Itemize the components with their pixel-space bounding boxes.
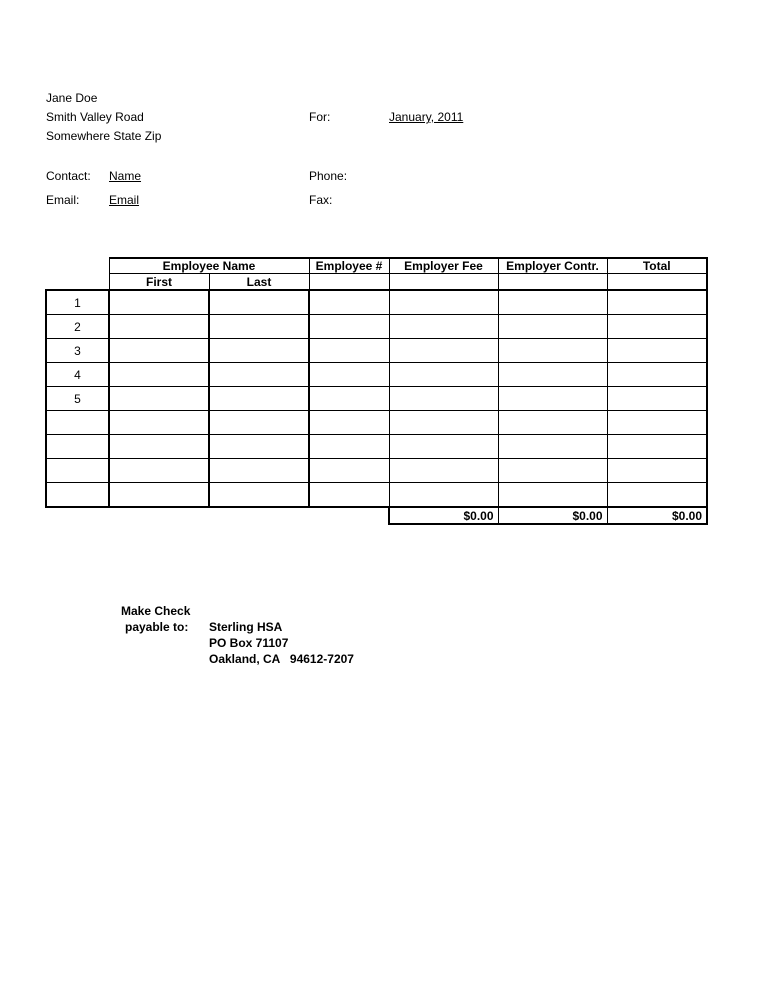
- cell-employee-number[interactable]: [309, 483, 389, 508]
- cell-total[interactable]: [607, 290, 707, 315]
- cell-last[interactable]: [209, 459, 309, 483]
- cell-total[interactable]: [607, 459, 707, 483]
- cell-employee-number[interactable]: [309, 459, 389, 483]
- total-total: $0.00: [607, 507, 707, 524]
- cell-last[interactable]: [209, 339, 309, 363]
- row-number: 2: [46, 315, 109, 339]
- cell-employee-number[interactable]: [309, 387, 389, 411]
- row-number: 5: [46, 387, 109, 411]
- cell-employee-number[interactable]: [309, 290, 389, 315]
- cell-last[interactable]: [209, 387, 309, 411]
- row-number: [46, 435, 109, 459]
- cell-employer-fee[interactable]: [389, 363, 498, 387]
- subheader-row: [46, 274, 707, 291]
- cell-first[interactable]: [109, 459, 209, 483]
- total-employer-contr: $0.00: [498, 507, 607, 524]
- cell-total[interactable]: [607, 363, 707, 387]
- cell-first[interactable]: [109, 435, 209, 459]
- header-employee-name: Employee Name: [109, 258, 309, 274]
- cell-last[interactable]: [209, 411, 309, 435]
- cell-total[interactable]: [607, 483, 707, 508]
- table-row: [46, 483, 707, 508]
- cell-total[interactable]: [607, 387, 707, 411]
- cell-last[interactable]: [209, 315, 309, 339]
- cell-employee-number[interactable]: [309, 411, 389, 435]
- phone-label: Phone:: [309, 169, 348, 183]
- cell-employer-contr[interactable]: [498, 290, 607, 315]
- row-number: [46, 483, 109, 508]
- header-total: Total: [607, 258, 707, 274]
- contact-label: Contact:: [46, 169, 91, 183]
- table-row: [46, 387, 707, 411]
- cell-last[interactable]: [209, 435, 309, 459]
- cell-first[interactable]: [109, 315, 209, 339]
- row-number: 1: [46, 290, 109, 315]
- cell-employee-number[interactable]: [309, 363, 389, 387]
- header-first: First: [109, 274, 209, 291]
- cell-employer-contr[interactable]: [498, 411, 607, 435]
- cell-total[interactable]: [607, 339, 707, 363]
- payment-label-line2: payable to:: [125, 620, 189, 634]
- cell-employee-number[interactable]: [309, 435, 389, 459]
- cell-employer-contr[interactable]: [498, 363, 607, 387]
- row-number: [46, 411, 109, 435]
- table-row: [46, 290, 707, 315]
- row-number: [46, 459, 109, 483]
- cell-employer-contr[interactable]: [498, 459, 607, 483]
- cell-total[interactable]: [607, 315, 707, 339]
- cell-total[interactable]: [607, 435, 707, 459]
- cell-first[interactable]: [109, 363, 209, 387]
- cell-employer-fee[interactable]: [389, 411, 498, 435]
- cell-employee-number[interactable]: [309, 315, 389, 339]
- total-employer-fee: $0.00: [389, 507, 498, 524]
- cell-employer-fee[interactable]: [389, 339, 498, 363]
- cell-first[interactable]: [109, 339, 209, 363]
- cell-employer-fee[interactable]: [389, 435, 498, 459]
- payment-label-line1: Make Check: [121, 604, 191, 618]
- table-row: [46, 411, 707, 435]
- cell-last[interactable]: [209, 483, 309, 508]
- cell-first[interactable]: [109, 290, 209, 315]
- period-label: For:: [309, 110, 331, 124]
- cell-first[interactable]: [109, 483, 209, 508]
- fax-label: Fax:: [309, 193, 333, 207]
- table-row: [46, 339, 707, 363]
- payee-address2: Oakland, CA 94612-7207: [209, 652, 354, 666]
- sender-name: Jane Doe: [46, 91, 98, 105]
- email-value: Email: [109, 193, 140, 207]
- header-row: [46, 258, 707, 274]
- cell-last[interactable]: [209, 290, 309, 315]
- cell-employee-number[interactable]: [309, 339, 389, 363]
- cell-total[interactable]: [607, 411, 707, 435]
- row-number: 4: [46, 363, 109, 387]
- cell-employer-contr[interactable]: [498, 435, 607, 459]
- table-row: [46, 315, 707, 339]
- header-employer-fee: Employer Fee: [389, 258, 498, 274]
- period-value: January, 2011: [389, 110, 464, 124]
- cell-employer-contr[interactable]: [498, 483, 607, 508]
- header-employer-contr: Employer Contr.: [498, 258, 607, 274]
- header-last: Last: [209, 274, 309, 291]
- email-label: Email:: [46, 193, 80, 207]
- cell-employer-fee[interactable]: [389, 387, 498, 411]
- header-employee-number: Employee #: [309, 258, 389, 274]
- sender-city-line: Somewhere State Zip: [46, 129, 162, 143]
- cell-first[interactable]: [109, 411, 209, 435]
- cell-employer-fee[interactable]: [389, 459, 498, 483]
- cell-employer-contr[interactable]: [498, 387, 607, 411]
- contact-value: Name: [109, 169, 142, 183]
- cell-last[interactable]: [209, 363, 309, 387]
- cell-employer-fee[interactable]: [389, 290, 498, 315]
- payee-name: Sterling HSA: [209, 620, 283, 634]
- employee-table: [45, 257, 708, 525]
- table-row: [46, 435, 707, 459]
- cell-employer-contr[interactable]: [498, 339, 607, 363]
- sender-street: Smith Valley Road: [46, 110, 144, 124]
- totals-row: [46, 507, 707, 524]
- employee-table-container: [45, 257, 708, 525]
- payee-address1: PO Box 71107: [209, 636, 289, 650]
- table-row: [46, 459, 707, 483]
- cell-first[interactable]: [109, 387, 209, 411]
- row-number: 3: [46, 339, 109, 363]
- cell-employer-fee[interactable]: [389, 483, 498, 508]
- cell-employer-fee[interactable]: [389, 315, 498, 339]
- table-row: [46, 363, 707, 387]
- cell-employer-contr[interactable]: [498, 315, 607, 339]
